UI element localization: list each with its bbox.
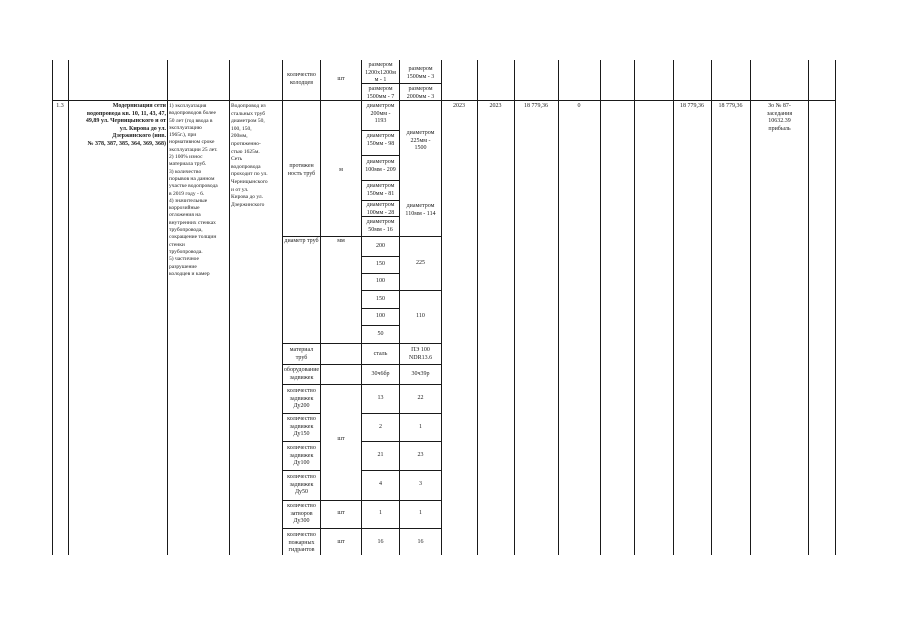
gates-unit: шт xyxy=(337,510,345,516)
valves-200-a: 13 xyxy=(377,395,384,401)
length-a5: диаметром 100мм - 28 xyxy=(366,202,395,216)
length-label: протяжен ность труб xyxy=(287,163,316,177)
diameter-a-5: 100 xyxy=(376,313,385,319)
wells-size-a1: размером 1200х1200м м - 1 xyxy=(365,62,396,83)
valves-150-b: 1 xyxy=(419,424,422,430)
gates-label: количество затворов Ду300 xyxy=(287,503,316,524)
length-unit: м xyxy=(339,167,343,173)
wells-count-label: количество колодцев xyxy=(287,72,316,86)
hydrants-a: 16 xyxy=(377,539,384,545)
year-end: 2023 xyxy=(489,103,502,109)
project-title: Модернизация сети водопровода кв. 10, 11, 43, 47, 49,89 ул. Черницынского и от ул. Кирова до ул. Дзержинского (инв. № 378, 387, 385, 364, 369, 368) xyxy=(85,103,166,147)
hydrants-b: 16 xyxy=(417,539,424,545)
material-a: сталь xyxy=(373,351,388,357)
wells-size-b1: размером 1500мм - 3 xyxy=(406,66,435,80)
material-b: ПЭ 100 NDR13.6 xyxy=(408,347,433,361)
valves-100-a: 21 xyxy=(377,452,384,458)
length-a1: диаметром 200мм - 1193 xyxy=(366,103,395,124)
cost-3: 18 779,36 xyxy=(718,103,743,109)
length-a2: диаметром 150мм - 98 xyxy=(366,133,395,147)
diameter-unit: мм xyxy=(337,238,345,244)
year-start: 2023 xyxy=(453,103,465,109)
hydrants-label: количество пожарных гидрантов xyxy=(287,532,316,553)
valves-100-b: 23 xyxy=(417,452,424,458)
wells-unit: шт xyxy=(337,76,345,82)
diameter-a-1: 200 xyxy=(376,243,385,249)
equipment-a: 30ч6бр xyxy=(371,371,390,377)
row-number: 1.3 xyxy=(56,103,64,109)
diameter-label: диаметр труб xyxy=(284,238,319,244)
diameter-a-2: 150 xyxy=(376,261,385,267)
valves-50-b: 3 xyxy=(419,481,422,487)
funding-note: Зо № 87- заседания 10632.39 прибыль xyxy=(766,103,793,132)
length-a6: диаметром 50мм - 16 xyxy=(366,219,395,233)
cost-total: 18 779,36 xyxy=(524,103,548,109)
length-a4: диаметром 150мм - 81 xyxy=(366,183,395,197)
valves-150-a: 2 xyxy=(379,424,382,430)
cost-zero: 0 xyxy=(577,103,581,109)
valves-200-b: 22 xyxy=(417,395,424,401)
material-label: материал труб xyxy=(289,347,314,361)
valves-50-label: количество задвижек Ду50 xyxy=(287,474,316,495)
diameter-a-6: 50 xyxy=(377,331,384,337)
length-b2: диаметром 110мм - 114 xyxy=(405,203,436,217)
valves-50-a: 4 xyxy=(379,481,382,487)
hydrants-unit: шт xyxy=(337,539,345,545)
cost-2: 18 779,36 xyxy=(680,103,704,109)
equipment-b: 30ч39р xyxy=(411,371,430,377)
valves-200-label: количество задвижек Ду200 xyxy=(287,388,316,409)
gates-b: 1 xyxy=(419,510,422,516)
valves-unit: шт xyxy=(337,436,345,442)
diameter-b-1: 225 xyxy=(416,260,425,266)
description: Водопровод из стальных труб диаметром 50, 100, 150, 200мм, протяженно- стью 1625м. Сеть водопровода проходит по ул. Черницынского и от ул. Кирова до ул. Дзержинского xyxy=(231,103,268,208)
diameter-a-4: 150 xyxy=(376,296,385,302)
length-a3: диаметром 100мм - 209 xyxy=(365,159,396,173)
diameter-a-3: 100 xyxy=(376,278,385,284)
valves-100-label: количество задвижек Ду100 xyxy=(287,445,316,466)
gates-a: 1 xyxy=(379,510,382,516)
justification: 1) эксплуатация водопроводов более 50 лет (год ввода в эксплуатацию 1965г.), при нормативном сроке эксплуатации 25 лет. 2) 100% износ материала труб. 3) количество порывов на данном участке водопровода в 2019 году - 6. 4) значительные коррозийные отложения на внутренних стенках трубопровода, сокращение толщин стенки трубопровода. 5) частичное разрушение колодцев и камер xyxy=(169,103,218,277)
wells-size-a2: размером 1500мм - 7 xyxy=(366,86,395,100)
wells-size-b2: размером 2000мм - 3 xyxy=(406,86,435,100)
length-b1: диаметром 225мм - 1500 xyxy=(406,130,435,151)
diameter-b-2: 110 xyxy=(416,313,425,319)
equipment-label: оборудование задвижек xyxy=(283,367,320,381)
valves-150-label: количество задвижек Ду150 xyxy=(287,416,316,437)
